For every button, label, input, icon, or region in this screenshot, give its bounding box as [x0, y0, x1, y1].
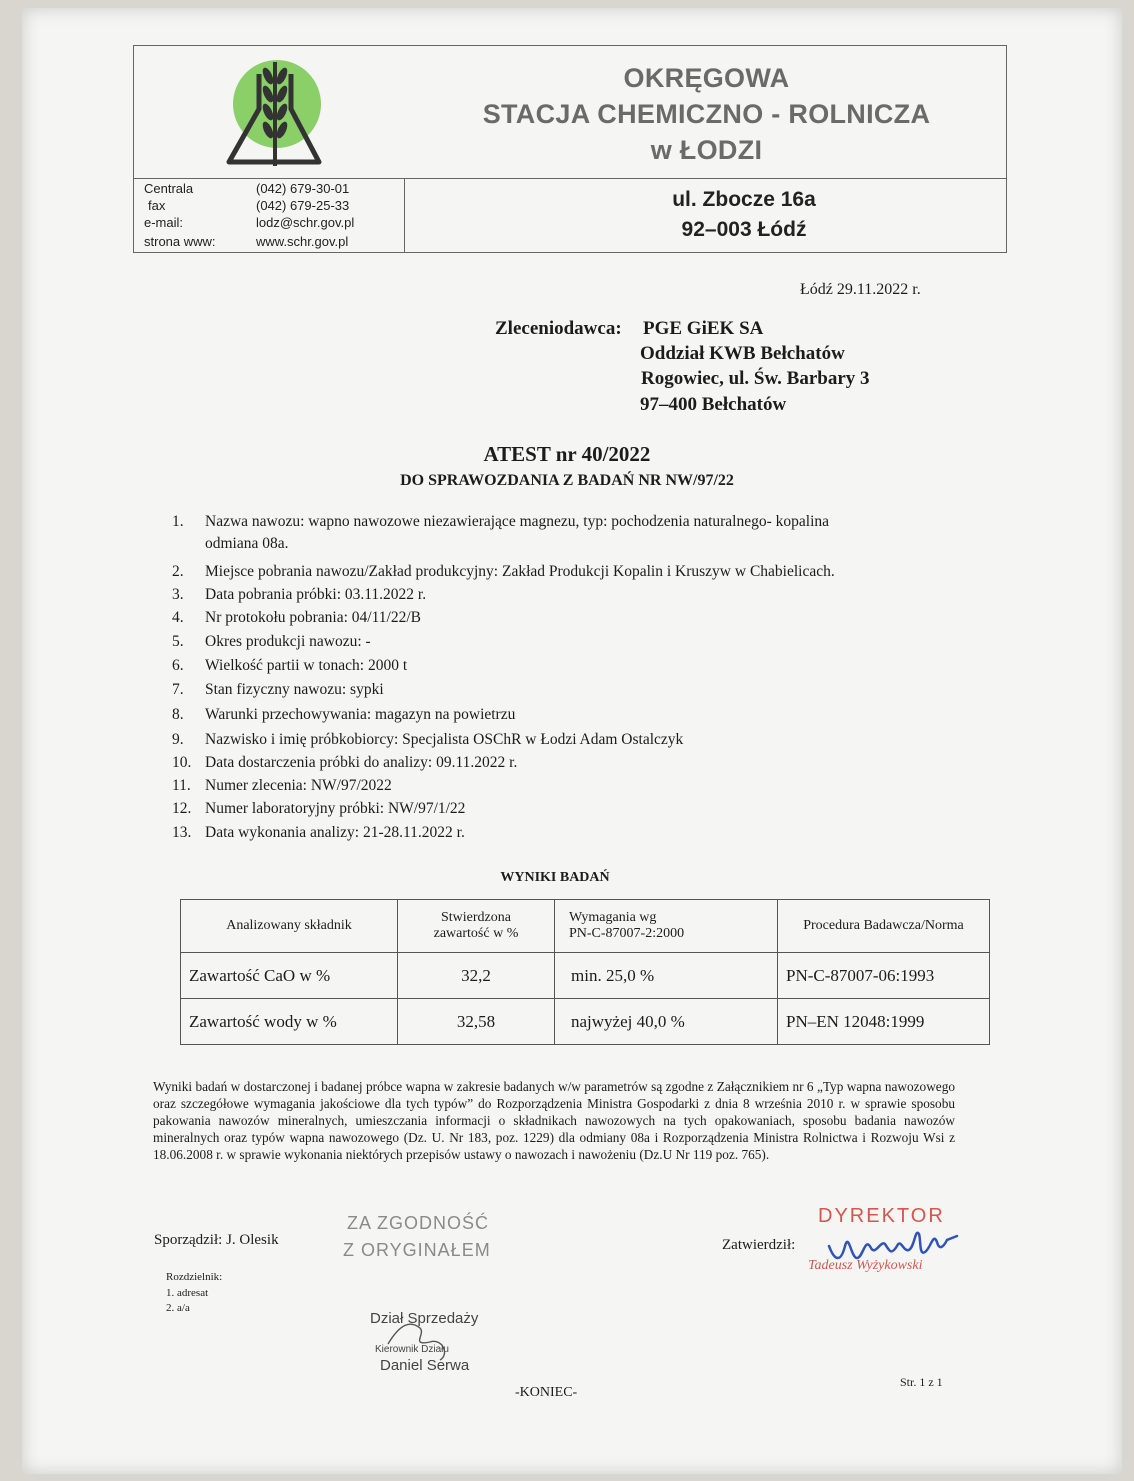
director-stamp-name: Tadeusz Wyżykowski: [808, 1258, 923, 1273]
cell-norm: PN-C-87007-06:1993: [778, 953, 990, 999]
institution-line-3: w ŁODZI: [650, 135, 763, 165]
list-item-continuation: odmiana 08a.: [205, 535, 289, 552]
approved-by: Zatwierdził:: [722, 1237, 796, 1253]
cell-requirement: najwyżej 40,0 %: [555, 999, 778, 1045]
list-item: 6. Wielkość partii w tonach: 2000 t: [172, 657, 408, 674]
header-value: Stwierdzona zawartość w %: [398, 900, 555, 953]
client-label: Zleceniodawca:: [495, 318, 622, 339]
table-header-row: [181, 900, 990, 953]
contact-value-email[interactable]: lodz@schr.gov.pl: [256, 215, 355, 230]
institution-line-1: OKRĘGOWA: [623, 63, 790, 93]
header-requirement: Wymagania wg PN-C-87007-2:2000: [555, 900, 778, 953]
institution-name: [434, 60, 979, 168]
list-item: 5. Okres produkcji nawozu: -: [172, 633, 371, 650]
department-signature-icon: [380, 1314, 490, 1364]
header-component: Analizowany składnik: [181, 900, 398, 953]
contact-label-fax: fax: [148, 198, 166, 213]
list-item: 7. Stan fizyczny nawozu: sypki: [172, 681, 384, 698]
contact-block: [134, 178, 405, 252]
department-stamp-line-2: Kierownik Działu: [375, 1344, 449, 1355]
contact-value-www[interactable]: www.schr.gov.pl: [256, 234, 349, 249]
list-item: 9. Nazwisko i imię próbkobiorcy: Specjalista OSChR w Łodzi Adam Ostalczyk: [172, 731, 684, 748]
contact-label-www: strona www:: [144, 234, 216, 249]
list-item: 13. Data wykonania analizy: 21-28.11.2022 r.: [172, 824, 465, 841]
results-heading: WYNIKI BADAŃ: [500, 870, 610, 885]
cell-value: 32,58: [398, 999, 555, 1045]
header-norm: Procedura Badawcza/Norma: [778, 900, 990, 953]
end-marker: -KONIEC-: [515, 1385, 578, 1400]
distribution-label: Rozdzielnik:: [166, 1271, 223, 1283]
cell-component: Zawartość CaO w %: [181, 953, 398, 999]
cell-requirement: min. 25,0 %: [555, 953, 778, 999]
address-line-1: ul. Zbocze 16a: [672, 188, 816, 211]
distribution-item: 2. a/a: [166, 1302, 190, 1314]
document-date: Łódź 29.11.2022 r.: [800, 281, 921, 298]
cell-norm: PN–EN 12048:1999: [778, 999, 990, 1045]
prepared-by: Sporządził: J. Olesik: [154, 1232, 279, 1248]
results-table: [180, 899, 990, 1045]
stamp-line-1: ZA ZGODNOŚĆ: [347, 1213, 490, 1233]
cell-component: Zawartość wody w %: [181, 999, 398, 1045]
list-item: 11. Numer zlecenia: NW/97/2022: [172, 777, 392, 794]
director-stamp-title: DYREKTOR: [818, 1205, 945, 1227]
compliance-note: Wyniki badań w dostarczonej i badanej próbce wapna w zakresie badanych w/w parametrów są zgodne z Załącznikiem nr 6 „Typ wapna nawozowego oraz szczegółowe wymagania jakościowe dla tych typów” do Rozporządzenia Ministra Gospodarki z dnia 8 września 2010 r. w sprawie sposobu pakowania nawozów mineralnych, umieszczania informacji o składnikach nawozowych na tych opakowaniach, sposobu badania nawozów mineralnych oraz typów wapna nawozowego (Dz. U. Nr 183, poz. 1229) dla odmiany 08a i Rozporządzenia Ministra Rolnictwa i Rozwoju Wsi z 18.06.2008 r. w sprawie wykonania niektórych przepisów ustawy o nawozach i nawożeniu (Dz.U Nr 119 poz. 765).: [153, 1079, 955, 1162]
distribution-item: 1. adresat: [166, 1287, 209, 1299]
client-line-3: Rogowiec, ul. Św. Barbary 3: [641, 368, 870, 389]
client-line-4: 97–400 Bełchatów: [640, 394, 787, 415]
institution-line-2: STACJA CHEMICZNO - ROLNICZA: [482, 99, 931, 129]
stamp-line-2: Z ORYGINAŁEM: [343, 1240, 491, 1260]
contact-label-phone: Centrala: [144, 181, 194, 196]
department-stamp-line-1: Dział Sprzedaży: [370, 1310, 479, 1327]
atest-subtitle: DO SPRAWOZDANIA Z BADAŃ NR NW/97/22: [400, 472, 734, 489]
station-logo-icon: [219, 54, 329, 172]
department-stamp-line-3: Daniel Serwa: [380, 1357, 470, 1374]
list-item: 3. Data pobrania próbki: 03.11.2022 r.: [172, 586, 427, 603]
atest-title: ATEST nr 40/2022: [483, 442, 651, 466]
cell-value: 32,2: [398, 953, 555, 999]
letterhead: [133, 45, 1007, 253]
address-line-2: 92–003 Łódź: [681, 218, 807, 241]
list-item: 1. Nazwa nawozu: wapno nawozowe niezawierające magnezu, typ: pochodzenia naturalnego- kopalina: [172, 513, 830, 530]
client-line-1: PGE GiEK SA: [643, 318, 764, 339]
contact-value-fax: (042) 679-25-33: [256, 198, 350, 213]
table-row: [181, 953, 990, 999]
list-item: 2. Miejsce pobrania nawozu/Zakład produkcyjny: Zakład Produkcji Kopalin i Kruszyw w Chabielicach.: [172, 563, 835, 580]
letterhead-top: [134, 46, 1006, 179]
list-item: 4. Nr protokołu pobrania: 04/11/22/B: [172, 609, 421, 626]
table-row: [181, 999, 990, 1045]
client-line-2: Oddział KWB Bełchatów: [640, 343, 845, 364]
list-item: 8. Warunki przechowywania: magazyn na powietrzu: [172, 706, 516, 723]
list-item: 10. Data dostarczenia próbki do analizy: 09.11.2022 r.: [172, 754, 518, 771]
contact-value-phone: (042) 679-30-01: [256, 181, 350, 196]
list-item: 12. Numer laboratoryjny próbki: NW/97/1/22: [172, 800, 466, 817]
contact-label-email: e-mail:: [144, 215, 184, 230]
page-number: Str. 1 z 1: [900, 1375, 943, 1389]
